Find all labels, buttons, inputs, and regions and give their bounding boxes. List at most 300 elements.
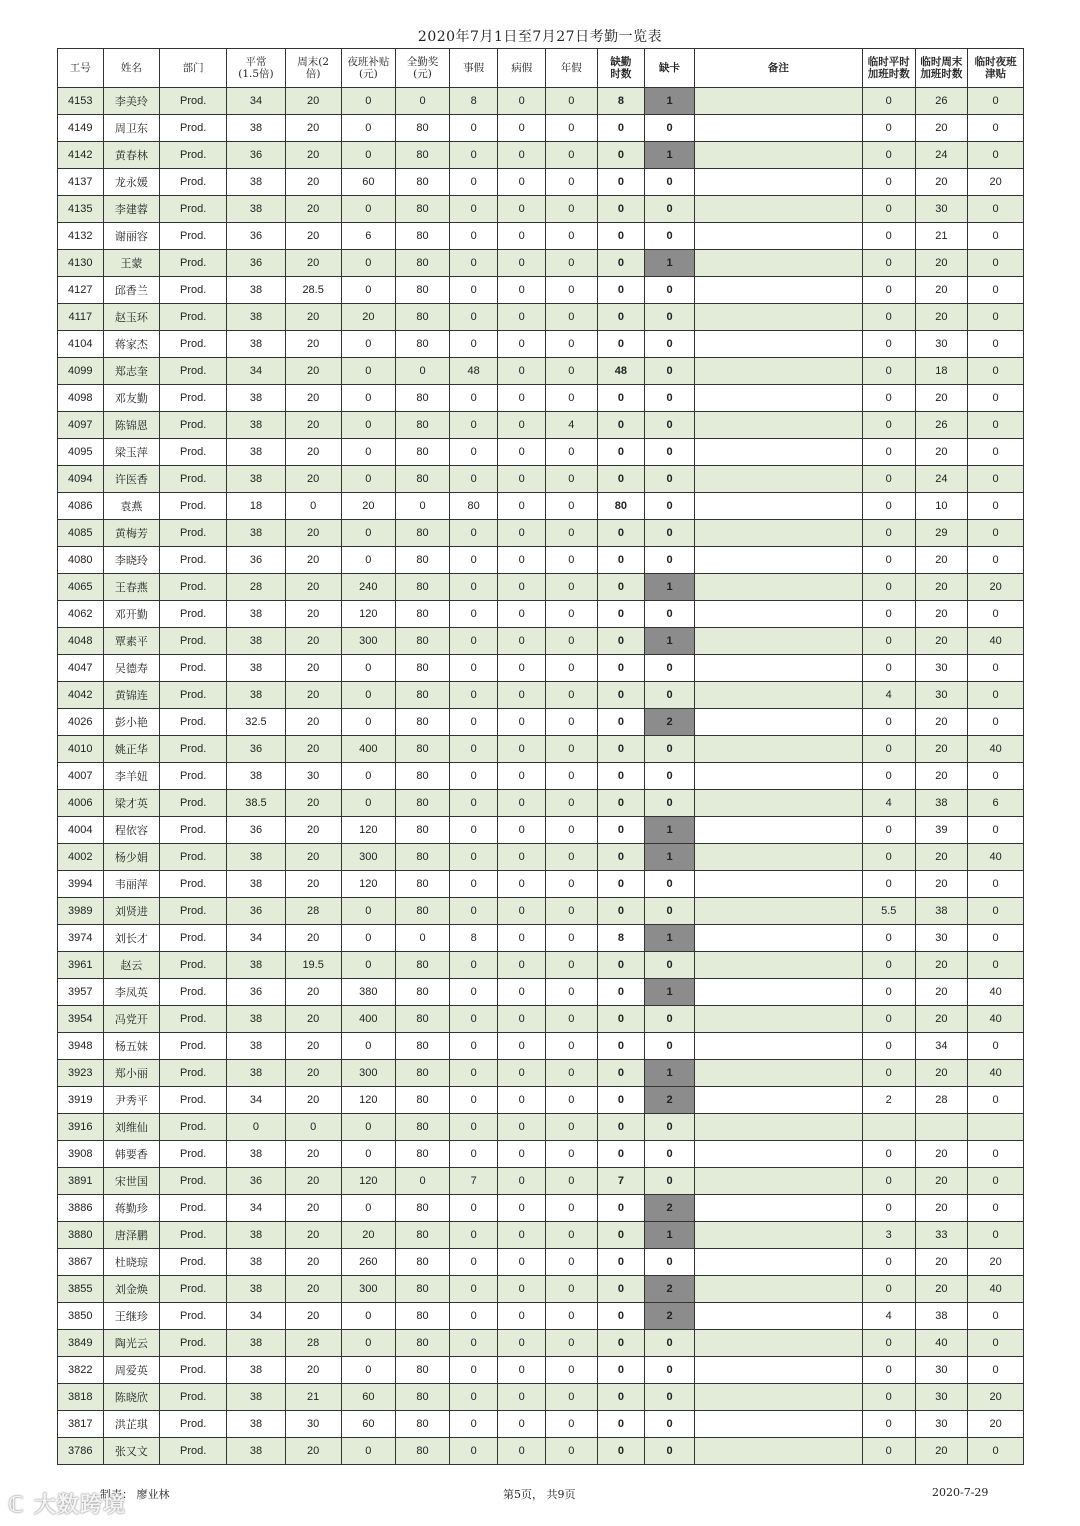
cell-absent: 0 (597, 655, 645, 682)
cell-id: 3919 (58, 1087, 104, 1114)
cell-tmp-weekend: 20 (915, 1060, 968, 1087)
cell-note (694, 844, 862, 871)
cell-weekend: 20 (285, 1195, 341, 1222)
cell-personal: 0 (449, 1384, 498, 1411)
cell-name: 李晓玲 (103, 547, 160, 574)
table-row (58, 1411, 1024, 1438)
cell-annual: 0 (546, 871, 598, 898)
cell-missing: 1 (645, 250, 695, 277)
cell-absent: 0 (597, 250, 645, 277)
table-row (58, 142, 1024, 169)
cell-tmp-normal: 0 (862, 169, 915, 196)
cell-weekend: 20 (285, 844, 341, 871)
cell-night: 0 (341, 547, 396, 574)
cell-missing: 1 (645, 574, 695, 601)
cell-annual: 0 (546, 1195, 598, 1222)
cell-absent: 0 (597, 1006, 645, 1033)
cell-annual: 0 (546, 466, 598, 493)
table-row (58, 304, 1024, 331)
cell-dept: Prod. (160, 1141, 227, 1168)
cell-personal: 0 (449, 844, 498, 871)
cell-tmp-night: 0 (968, 898, 1024, 925)
cell-tmp-normal: 0 (862, 304, 915, 331)
cell-id: 4132 (58, 223, 104, 250)
cell-attendance: 0 (396, 493, 450, 520)
cell-night: 0 (341, 898, 396, 925)
cell-name: 尹秀平 (103, 1087, 160, 1114)
cell-missing: 0 (645, 223, 695, 250)
cell-absent: 48 (597, 358, 645, 385)
cell-missing: 2 (645, 709, 695, 736)
cell-missing: 0 (645, 520, 695, 547)
cell-id: 4062 (58, 601, 104, 628)
cell-id: 3954 (58, 1006, 104, 1033)
cell-id: 4137 (58, 169, 104, 196)
cell-missing: 0 (645, 1249, 695, 1276)
cell-normal: 38 (227, 1357, 286, 1384)
cell-normal: 38 (227, 1276, 286, 1303)
cell-personal: 0 (449, 898, 498, 925)
cell-normal: 38 (227, 601, 286, 628)
cell-weekend: 20 (285, 412, 341, 439)
cell-dept: Prod. (160, 304, 227, 331)
cell-dept: Prod. (160, 250, 227, 277)
column-header: 临时平时 加班时数 (862, 49, 915, 88)
table-row (58, 736, 1024, 763)
cell-sick: 0 (498, 547, 546, 574)
cell-night: 120 (341, 817, 396, 844)
cell-absent: 0 (597, 1303, 645, 1330)
cell-missing: 0 (645, 169, 695, 196)
cell-tmp-normal: 0 (862, 574, 915, 601)
cell-absent: 0 (597, 1384, 645, 1411)
cell-sick: 0 (498, 304, 546, 331)
table-row (58, 1195, 1024, 1222)
cell-tmp-weekend: 39 (915, 817, 968, 844)
cell-name: 吴德寿 (103, 655, 160, 682)
cell-absent: 0 (597, 763, 645, 790)
cell-normal: 34 (227, 1087, 286, 1114)
cell-attendance: 80 (396, 169, 450, 196)
cell-attendance: 80 (396, 601, 450, 628)
table-row (58, 871, 1024, 898)
cell-absent: 8 (597, 925, 645, 952)
cell-tmp-night: 0 (968, 304, 1024, 331)
cell-note (694, 493, 862, 520)
cell-personal: 0 (449, 1087, 498, 1114)
cell-normal: 34 (227, 925, 286, 952)
cell-note (694, 1195, 862, 1222)
cell-sick: 0 (498, 1006, 546, 1033)
cell-tmp-night: 0 (968, 1168, 1024, 1195)
cell-tmp-night: 40 (968, 1060, 1024, 1087)
table-row (58, 979, 1024, 1006)
cell-tmp-weekend: 30 (915, 682, 968, 709)
cell-tmp-normal: 0 (862, 385, 915, 412)
cell-personal: 0 (449, 142, 498, 169)
cell-id: 3948 (58, 1033, 104, 1060)
cell-tmp-night: 0 (968, 1141, 1024, 1168)
cell-attendance: 80 (396, 1114, 450, 1141)
cell-sick: 0 (498, 223, 546, 250)
table-row (58, 952, 1024, 979)
cell-annual: 0 (546, 1141, 598, 1168)
cell-sick: 0 (498, 574, 546, 601)
table-row (58, 88, 1024, 115)
cell-annual: 0 (546, 439, 598, 466)
cell-id: 4127 (58, 277, 104, 304)
cell-weekend: 30 (285, 763, 341, 790)
cell-tmp-weekend: 30 (915, 331, 968, 358)
cell-tmp-night: 0 (968, 142, 1024, 169)
table-row (58, 412, 1024, 439)
cell-tmp-night: 40 (968, 979, 1024, 1006)
cell-normal: 18 (227, 493, 286, 520)
cell-personal: 0 (449, 574, 498, 601)
cell-tmp-weekend: 20 (915, 1006, 968, 1033)
cell-tmp-night: 0 (968, 682, 1024, 709)
cell-id: 4135 (58, 196, 104, 223)
table-row (58, 439, 1024, 466)
cell-tmp-night: 0 (968, 601, 1024, 628)
cell-note (694, 1222, 862, 1249)
cell-tmp-normal: 0 (862, 1438, 915, 1465)
cell-annual: 0 (546, 88, 598, 115)
cell-tmp-weekend: 26 (915, 88, 968, 115)
cell-tmp-weekend: 20 (915, 1195, 968, 1222)
cell-name: 覃素平 (103, 628, 160, 655)
cell-attendance: 80 (396, 844, 450, 871)
cell-absent: 0 (597, 385, 645, 412)
cell-sick: 0 (498, 1060, 546, 1087)
cell-absent: 0 (597, 628, 645, 655)
cell-annual: 0 (546, 763, 598, 790)
cell-absent: 0 (597, 574, 645, 601)
cell-id: 4048 (58, 628, 104, 655)
cell-annual: 0 (546, 1006, 598, 1033)
cell-missing: 0 (645, 547, 695, 574)
table-row (58, 1303, 1024, 1330)
cell-weekend: 20 (285, 817, 341, 844)
cell-note (694, 1060, 862, 1087)
cell-note (694, 1168, 862, 1195)
cell-personal: 0 (449, 223, 498, 250)
cell-id: 4149 (58, 115, 104, 142)
cell-personal: 0 (449, 196, 498, 223)
cell-night: 0 (341, 763, 396, 790)
cell-name: 韩要香 (103, 1141, 160, 1168)
cell-dept: Prod. (160, 88, 227, 115)
cell-night: 0 (341, 1141, 396, 1168)
cell-name: 陶光云 (103, 1330, 160, 1357)
cell-normal: 38 (227, 520, 286, 547)
cell-night: 20 (341, 493, 396, 520)
cell-night: 0 (341, 655, 396, 682)
cell-weekend: 20 (285, 682, 341, 709)
cell-night: 0 (341, 142, 396, 169)
cell-dept: Prod. (160, 169, 227, 196)
cell-attendance: 80 (396, 709, 450, 736)
cell-absent: 0 (597, 439, 645, 466)
cell-name: 刘贤进 (103, 898, 160, 925)
cell-note (694, 250, 862, 277)
cell-tmp-normal: 0 (862, 844, 915, 871)
cell-weekend: 20 (285, 871, 341, 898)
column-header: 周末(2 倍) (285, 49, 341, 88)
cell-id: 4086 (58, 493, 104, 520)
cell-night: 300 (341, 1276, 396, 1303)
cell-dept: Prod. (160, 1222, 227, 1249)
table-row (58, 466, 1024, 493)
cell-tmp-night: 0 (968, 547, 1024, 574)
cell-missing: 0 (645, 304, 695, 331)
cell-tmp-night: 0 (968, 385, 1024, 412)
cell-tmp-night: 40 (968, 628, 1024, 655)
cell-note (694, 196, 862, 223)
cell-tmp-weekend: 20 (915, 709, 968, 736)
cell-absent: 0 (597, 790, 645, 817)
cell-note (694, 601, 862, 628)
cell-name: 陈晓欣 (103, 1384, 160, 1411)
cell-weekend: 20 (285, 574, 341, 601)
table-row (58, 1357, 1024, 1384)
cell-annual: 0 (546, 304, 598, 331)
cell-absent: 0 (597, 736, 645, 763)
cell-id: 4006 (58, 790, 104, 817)
cell-attendance: 80 (396, 1438, 450, 1465)
table-body (58, 88, 1024, 1465)
cell-attendance: 80 (396, 1033, 450, 1060)
cell-tmp-night: 0 (968, 250, 1024, 277)
cell-tmp-normal: 0 (862, 1168, 915, 1195)
cell-absent: 0 (597, 142, 645, 169)
cell-annual: 0 (546, 1438, 598, 1465)
cell-missing: 0 (645, 1006, 695, 1033)
cell-absent: 0 (597, 844, 645, 871)
cell-tmp-weekend: 33 (915, 1222, 968, 1249)
cell-tmp-weekend: 30 (915, 1411, 968, 1438)
cell-weekend: 20 (285, 547, 341, 574)
cell-dept: Prod. (160, 979, 227, 1006)
cell-dept: Prod. (160, 1384, 227, 1411)
cell-absent: 0 (597, 169, 645, 196)
cell-id: 4042 (58, 682, 104, 709)
cell-dept: Prod. (160, 142, 227, 169)
column-header: 年假 (546, 49, 598, 88)
cell-missing: 0 (645, 277, 695, 304)
cell-name: 周卫东 (103, 115, 160, 142)
cell-absent: 0 (597, 871, 645, 898)
cell-attendance: 80 (396, 1411, 450, 1438)
cell-sick: 0 (498, 898, 546, 925)
cell-normal: 38 (227, 115, 286, 142)
cell-missing: 0 (645, 601, 695, 628)
cell-missing: 1 (645, 88, 695, 115)
cell-weekend: 20 (285, 169, 341, 196)
cell-night: 20 (341, 1222, 396, 1249)
cell-sick: 0 (498, 1276, 546, 1303)
cell-tmp-night: 20 (968, 1249, 1024, 1276)
cell-note (694, 88, 862, 115)
cell-night: 20 (341, 304, 396, 331)
cell-sick: 0 (498, 601, 546, 628)
cell-note (694, 115, 862, 142)
cell-sick: 0 (498, 1384, 546, 1411)
cell-night: 260 (341, 1249, 396, 1276)
cell-missing: 0 (645, 385, 695, 412)
cell-tmp-night: 40 (968, 1276, 1024, 1303)
cell-name: 杜晓琼 (103, 1249, 160, 1276)
cell-sick: 0 (498, 385, 546, 412)
cell-tmp-normal: 0 (862, 1384, 915, 1411)
cell-id: 4104 (58, 331, 104, 358)
cell-name: 陈锦恩 (103, 412, 160, 439)
cell-weekend: 20 (285, 1276, 341, 1303)
cell-night: 0 (341, 439, 396, 466)
column-header: 临时夜班 津贴 (968, 49, 1024, 88)
cell-normal: 36 (227, 250, 286, 277)
cell-id: 4047 (58, 655, 104, 682)
cell-weekend: 20 (285, 1222, 341, 1249)
table-row (58, 790, 1024, 817)
cell-weekend: 28 (285, 1330, 341, 1357)
cell-tmp-normal: 0 (862, 1033, 915, 1060)
cell-tmp-normal: 0 (862, 1357, 915, 1384)
cell-weekend: 20 (285, 1006, 341, 1033)
cell-dept: Prod. (160, 385, 227, 412)
cell-attendance: 80 (396, 1060, 450, 1087)
cell-weekend: 20 (285, 925, 341, 952)
cell-tmp-normal: 0 (862, 952, 915, 979)
cell-attendance: 80 (396, 277, 450, 304)
cell-tmp-weekend: 24 (915, 142, 968, 169)
cell-note (694, 952, 862, 979)
cell-missing: 0 (645, 493, 695, 520)
cell-normal: 38 (227, 169, 286, 196)
cell-sick: 0 (498, 88, 546, 115)
cell-sick: 0 (498, 493, 546, 520)
table-row (58, 601, 1024, 628)
cell-absent: 0 (597, 412, 645, 439)
cell-name: 杨少娟 (103, 844, 160, 871)
cell-name: 张又文 (103, 1438, 160, 1465)
cell-tmp-weekend: 38 (915, 1303, 968, 1330)
cell-annual: 0 (546, 1033, 598, 1060)
cell-annual: 0 (546, 1222, 598, 1249)
cell-id: 3989 (58, 898, 104, 925)
cell-normal: 38 (227, 1411, 286, 1438)
cell-missing: 0 (645, 115, 695, 142)
cell-personal: 7 (449, 1168, 498, 1195)
cell-normal: 34 (227, 1303, 286, 1330)
cell-tmp-weekend: 38 (915, 898, 968, 925)
cell-weekend: 28 (285, 898, 341, 925)
cell-tmp-night: 0 (968, 1195, 1024, 1222)
cell-dept: Prod. (160, 1060, 227, 1087)
cell-attendance: 0 (396, 88, 450, 115)
cell-attendance: 80 (396, 1357, 450, 1384)
cell-weekend: 20 (285, 736, 341, 763)
cell-normal: 38 (227, 844, 286, 871)
cell-tmp-night: 0 (968, 331, 1024, 358)
cell-weekend: 28.5 (285, 277, 341, 304)
cell-weekend: 20 (285, 655, 341, 682)
cell-attendance: 80 (396, 1222, 450, 1249)
cell-sick: 0 (498, 1168, 546, 1195)
cell-dept: Prod. (160, 709, 227, 736)
cell-personal: 0 (449, 763, 498, 790)
cell-sick: 0 (498, 115, 546, 142)
table-row (58, 1141, 1024, 1168)
cell-tmp-night: 0 (968, 871, 1024, 898)
cell-attendance: 0 (396, 358, 450, 385)
cell-tmp-night: 0 (968, 223, 1024, 250)
cell-tmp-night: 0 (968, 1438, 1024, 1465)
cell-tmp-weekend: 20 (915, 871, 968, 898)
cell-name: 袁燕 (103, 493, 160, 520)
cell-personal: 0 (449, 1222, 498, 1249)
cell-name: 王春燕 (103, 574, 160, 601)
column-header: 全勤奖 (元) (396, 49, 450, 88)
cell-missing: 1 (645, 1060, 695, 1087)
cell-normal: 34 (227, 1195, 286, 1222)
cell-tmp-weekend: 20 (915, 979, 968, 1006)
cell-weekend: 20 (285, 979, 341, 1006)
cell-sick: 0 (498, 1411, 546, 1438)
cell-sick: 0 (498, 1303, 546, 1330)
cell-annual: 0 (546, 115, 598, 142)
cell-dept: Prod. (160, 628, 227, 655)
cell-name: 许医香 (103, 466, 160, 493)
cell-tmp-weekend: 20 (915, 844, 968, 871)
cell-night: 0 (341, 331, 396, 358)
cell-missing: 2 (645, 1195, 695, 1222)
cell-night: 380 (341, 979, 396, 1006)
cell-weekend: 20 (285, 790, 341, 817)
cell-attendance: 80 (396, 196, 450, 223)
cell-attendance: 80 (396, 223, 450, 250)
table-row (58, 331, 1024, 358)
cell-tmp-weekend: 30 (915, 1384, 968, 1411)
cell-tmp-normal: 2 (862, 1087, 915, 1114)
cell-attendance: 80 (396, 628, 450, 655)
cell-absent: 0 (597, 223, 645, 250)
cell-dept: Prod. (160, 925, 227, 952)
cell-id: 3994 (58, 871, 104, 898)
cell-tmp-normal: 0 (862, 709, 915, 736)
cell-dept: Prod. (160, 1114, 227, 1141)
page-number: 第5页， 共9页 (503, 1488, 576, 1501)
cell-tmp-night: 0 (968, 88, 1024, 115)
cell-missing: 1 (645, 817, 695, 844)
cell-tmp-night: 0 (968, 655, 1024, 682)
cell-attendance: 80 (396, 655, 450, 682)
cell-tmp-weekend: 21 (915, 223, 968, 250)
cell-weekend: 0 (285, 493, 341, 520)
cell-note (694, 1357, 862, 1384)
cell-tmp-weekend: 20 (915, 1141, 968, 1168)
table-row (58, 1276, 1024, 1303)
cell-personal: 0 (449, 1303, 498, 1330)
table-row (58, 1438, 1024, 1465)
cell-annual: 0 (546, 682, 598, 709)
cell-tmp-normal: 5.5 (862, 898, 915, 925)
cell-personal: 8 (449, 88, 498, 115)
cell-sick: 0 (498, 1222, 546, 1249)
cell-tmp-normal: 0 (862, 628, 915, 655)
cell-annual: 0 (546, 1384, 598, 1411)
cell-missing: 0 (645, 736, 695, 763)
